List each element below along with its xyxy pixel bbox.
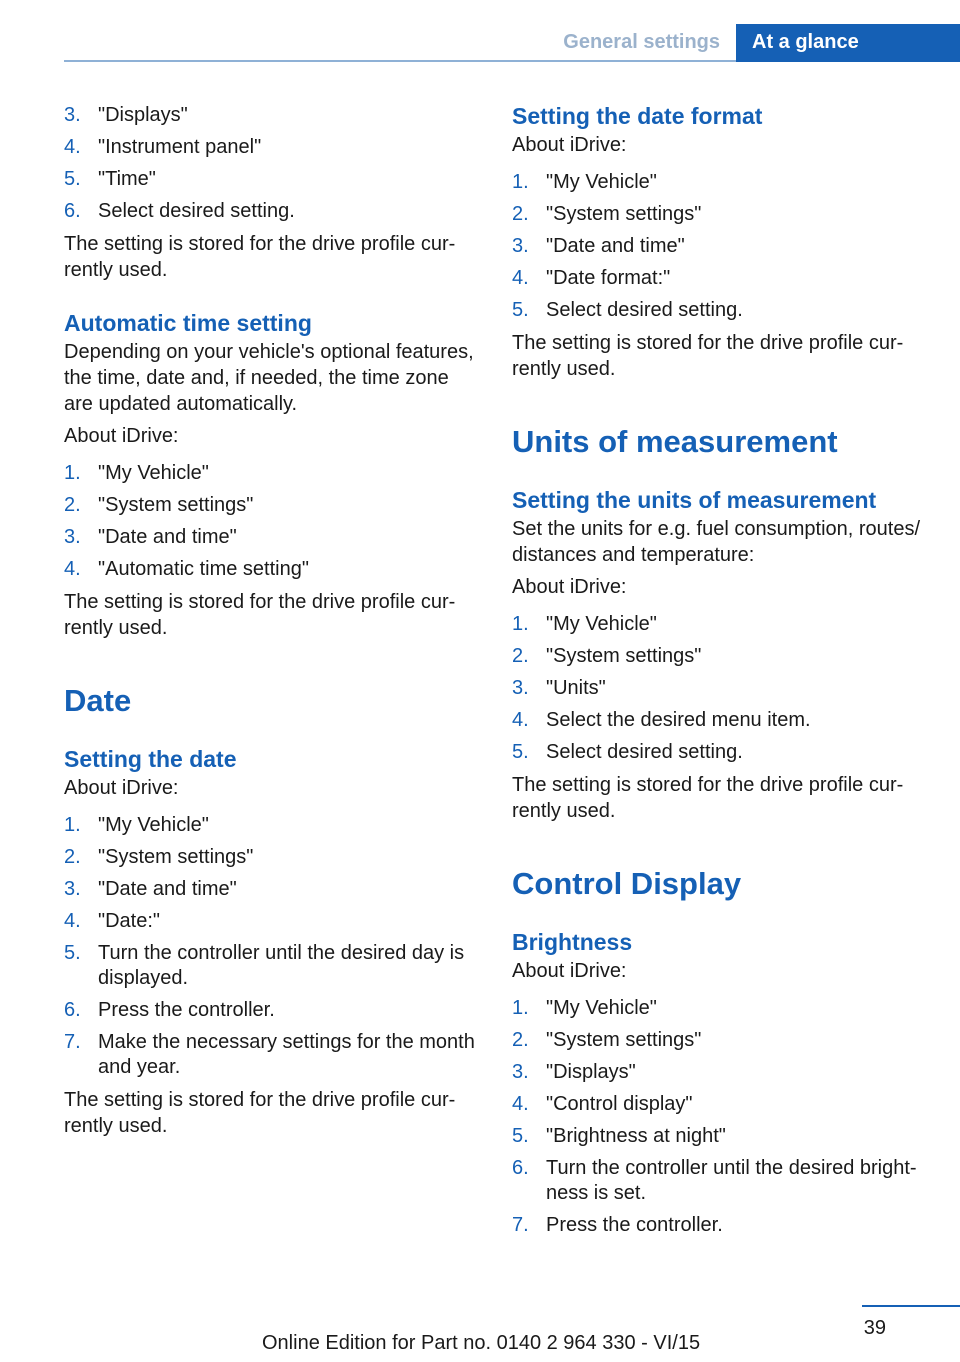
step-number: 5. <box>512 299 529 321</box>
step-number: 4. <box>64 558 81 580</box>
step-text: Turn the controller until the desired bright-ness is set. <box>546 1157 917 1204</box>
step-text: "Automatic time setting" <box>98 558 309 580</box>
step-number: 3. <box>64 104 81 126</box>
step-number: 1. <box>64 462 81 484</box>
step-text: "Units" <box>546 677 606 699</box>
step-number: 3. <box>512 1061 529 1083</box>
step-text: "System settings" <box>546 203 702 225</box>
list-item <box>512 1156 930 1206</box>
list-item <box>64 557 480 582</box>
step-number: 6. <box>512 1157 529 1179</box>
units-steps-list <box>512 612 930 765</box>
automatic-time-setting-title: Automatic time setting <box>64 310 312 336</box>
list-item <box>512 1124 930 1149</box>
list-item <box>512 676 930 701</box>
list-item <box>64 525 480 550</box>
step-number: 7. <box>512 1214 529 1236</box>
step-text: "System settings" <box>546 1029 702 1051</box>
profile-note: The setting is stored for the drive profile cur-rently used. <box>512 332 904 380</box>
list-item <box>64 1030 480 1080</box>
time-steps-list <box>64 103 480 224</box>
profile-note: The setting is stored for the drive profile cur-rently used. <box>64 591 456 639</box>
step-text: "Displays" <box>98 104 188 126</box>
about-idrive-label: About iDrive: <box>512 960 627 982</box>
step-number: 5. <box>64 942 81 964</box>
setting-the-date-title: Setting the date <box>64 746 237 772</box>
step-text: Select desired setting. <box>98 200 295 222</box>
list-item <box>512 202 930 227</box>
list-item <box>64 461 480 486</box>
step-text: "My Vehicle" <box>546 171 657 193</box>
list-item <box>512 708 930 733</box>
step-number: 3. <box>512 677 529 699</box>
step-text: "Instrument panel" <box>98 136 262 158</box>
list-item <box>64 909 480 934</box>
step-text: Select desired setting. <box>546 741 743 763</box>
step-text: Turn the controller until the desired day is displayed. <box>98 942 465 989</box>
step-number: 1. <box>512 171 529 193</box>
step-number: 2. <box>512 1029 529 1051</box>
units-of-measurement-heading: Units of measurement <box>512 424 838 459</box>
step-number: 4. <box>512 267 529 289</box>
control-display-heading: Control Display <box>512 866 742 901</box>
units-description: Set the units for e.g. fuel consumption, routes/ distances and temperature: <box>512 518 921 566</box>
page-header <box>0 24 960 62</box>
footer-rule <box>862 1305 960 1307</box>
step-text: "My Vehicle" <box>98 462 209 484</box>
list-item <box>512 1213 930 1238</box>
step-text: Select desired setting. <box>546 299 743 321</box>
step-text: "Date format:" <box>546 267 671 289</box>
step-number: 3. <box>64 526 81 548</box>
step-number: 1. <box>64 814 81 836</box>
step-number: 4. <box>64 136 81 158</box>
step-number: 5. <box>512 1125 529 1147</box>
header-section-title: General settings <box>563 31 720 53</box>
date-heading: Date <box>64 683 132 718</box>
about-idrive-label: About iDrive: <box>512 576 627 598</box>
step-text: "Brightness at night" <box>546 1125 726 1147</box>
step-number: 4. <box>512 709 529 731</box>
list-item <box>64 493 480 518</box>
step-text: Press the controller. <box>98 999 275 1021</box>
setting-units-title: Setting the units of measurement <box>512 487 877 513</box>
list-item <box>64 103 480 128</box>
list-item <box>512 996 930 1021</box>
step-text: "Date:" <box>98 910 161 932</box>
list-item <box>64 877 480 902</box>
step-text: "Control display" <box>546 1093 693 1115</box>
list-item <box>512 740 930 765</box>
about-idrive-label: About iDrive: <box>64 425 179 447</box>
step-number: 2. <box>64 846 81 868</box>
list-item <box>512 170 930 195</box>
list-item <box>64 167 480 192</box>
list-item <box>512 266 930 291</box>
step-text: "My Vehicle" <box>546 613 657 635</box>
date-format-steps-list <box>512 170 930 323</box>
page-number: 39 <box>863 1317 886 1339</box>
list-item <box>512 298 930 323</box>
automatic-time-description: Depending on your vehicle's optional features, the time, date and, if needed, the time zone are updated automatically. <box>64 341 474 415</box>
profile-note: The setting is stored for the drive profile cur-rently used. <box>512 774 904 822</box>
left-column <box>64 102 480 1145</box>
step-number: 4. <box>512 1093 529 1115</box>
list-item <box>512 644 930 669</box>
step-number: 5. <box>64 168 81 190</box>
list-item <box>512 1028 930 1053</box>
step-number: 1. <box>512 997 529 1019</box>
step-number: 6. <box>64 999 81 1021</box>
step-number: 2. <box>64 494 81 516</box>
automatic-time-steps-list <box>64 461 480 582</box>
profile-note: The setting is stored for the drive profile cur-rently used. <box>64 1089 456 1137</box>
step-text: Select the desired menu item. <box>546 709 811 731</box>
set-date-steps-list <box>64 813 480 1080</box>
date-format-title: Setting the date format <box>512 103 763 129</box>
list-item <box>512 612 930 637</box>
about-idrive-label: About iDrive: <box>64 777 179 799</box>
step-number: 4. <box>64 910 81 932</box>
step-number: 3. <box>512 235 529 257</box>
step-text: "Date and time" <box>98 526 237 548</box>
step-number: 6. <box>64 200 81 222</box>
list-item <box>64 998 480 1023</box>
step-text: Press the controller. <box>546 1214 723 1236</box>
list-item <box>64 845 480 870</box>
profile-note: The setting is stored for the drive profile cur-rently used. <box>64 233 456 281</box>
list-item <box>512 234 930 259</box>
step-number: 2. <box>512 645 529 667</box>
list-item <box>64 941 480 991</box>
step-text: "Date and time" <box>98 878 237 900</box>
step-number: 3. <box>64 878 81 900</box>
header-chapter-tab: At a glance <box>736 24 960 62</box>
list-item <box>64 199 480 224</box>
edition-footer: Online Edition for Part no. 0140 2 964 330 - VI/15 <box>262 1332 701 1354</box>
brightness-title: Brightness <box>512 929 633 955</box>
step-text: "My Vehicle" <box>546 997 657 1019</box>
step-text: "Time" <box>98 168 156 190</box>
step-number: 7. <box>64 1031 81 1053</box>
brightness-steps-list <box>512 996 930 1238</box>
list-item <box>512 1060 930 1085</box>
step-text: "System settings" <box>98 846 254 868</box>
step-text: "Displays" <box>546 1061 636 1083</box>
about-idrive-label: About iDrive: <box>512 134 627 156</box>
step-text: Make the necessary settings for the month and year. <box>98 1031 475 1078</box>
step-text: "System settings" <box>546 645 702 667</box>
list-item <box>64 813 480 838</box>
step-text: "Date and time" <box>546 235 685 257</box>
step-number: 5. <box>512 741 529 763</box>
step-text: "My Vehicle" <box>98 814 209 836</box>
right-column <box>512 102 930 1245</box>
step-text: "System settings" <box>98 494 254 516</box>
list-item <box>512 1092 930 1117</box>
step-number: 1. <box>512 613 529 635</box>
list-item <box>64 135 480 160</box>
step-number: 2. <box>512 203 529 225</box>
